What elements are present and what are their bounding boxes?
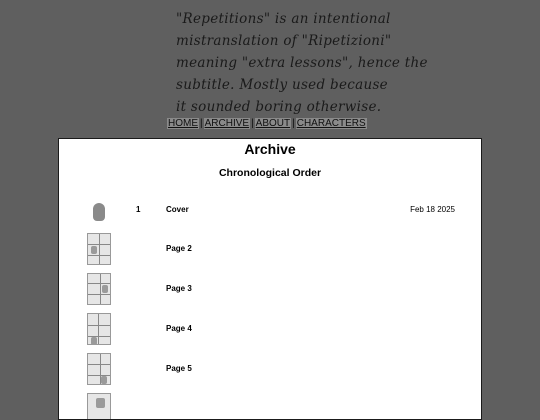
entry-title-link[interactable]: Page 3	[166, 284, 192, 293]
archive-row[interactable]	[59, 391, 481, 420]
panel-divider	[88, 325, 110, 326]
entry-date: Feb 18 2025	[410, 205, 455, 214]
archive-subtitle: Chronological Order	[218, 167, 322, 179]
nav-characters-link[interactable]: CHARACTERS	[296, 118, 366, 129]
nav-separator: |	[200, 118, 203, 129]
archive-row[interactable]	[59, 311, 481, 347]
main-nav	[167, 118, 367, 129]
panel-divider	[100, 274, 101, 304]
note-line: "Repetitions" is an intentional	[176, 11, 391, 27]
cover-thumbnail[interactable]	[87, 194, 111, 226]
nav-archive-link[interactable]: ARCHIVE	[204, 118, 250, 129]
note-line: meaning "extra lessons", hence the	[176, 55, 428, 71]
page-title: Archive	[244, 141, 296, 157]
entry-title-link[interactable]: Page 2	[166, 244, 192, 253]
archive-row[interactable]	[59, 231, 481, 267]
panel-divider	[88, 283, 110, 284]
figure-icon	[102, 285, 108, 293]
subtitle-note	[176, 8, 428, 118]
entry-title-link[interactable]: Page 4	[166, 324, 192, 333]
panel-divider	[88, 364, 110, 365]
figure-icon	[91, 337, 97, 345]
figure-icon	[93, 203, 105, 221]
figure-icon	[91, 246, 97, 254]
archive-row[interactable]	[59, 351, 481, 387]
page-thumbnail[interactable]	[87, 233, 111, 265]
entry-number: 1	[136, 205, 141, 214]
page-thumbnail[interactable]	[87, 273, 111, 305]
page-thumbnail[interactable]	[87, 353, 111, 385]
entry-title-link[interactable]: Cover	[166, 205, 189, 214]
note-line: subtitle. Mostly used because	[176, 77, 388, 93]
figure-icon	[101, 376, 107, 384]
page-thumbnail[interactable]	[87, 313, 111, 345]
panel-divider	[88, 294, 110, 295]
panel-divider	[98, 314, 99, 344]
note-line: mistranslation of "Ripetizioni"	[176, 33, 392, 49]
archive-panel	[58, 138, 482, 420]
nav-separator: |	[292, 118, 295, 129]
archive-row[interactable]	[59, 271, 481, 307]
nav-separator: |	[251, 118, 254, 129]
note-line: it sounded boring otherwise.	[176, 99, 382, 115]
panel-divider	[99, 234, 100, 264]
nav-home-link[interactable]: HOME	[168, 118, 198, 129]
archive-row[interactable]	[59, 192, 481, 228]
entry-title-link[interactable]: Page 5	[166, 364, 192, 373]
panel-divider	[88, 375, 110, 376]
figure-icon	[96, 398, 105, 408]
nav-about-link[interactable]: ABOUT	[255, 118, 291, 129]
page-thumbnail[interactable]	[87, 393, 111, 420]
